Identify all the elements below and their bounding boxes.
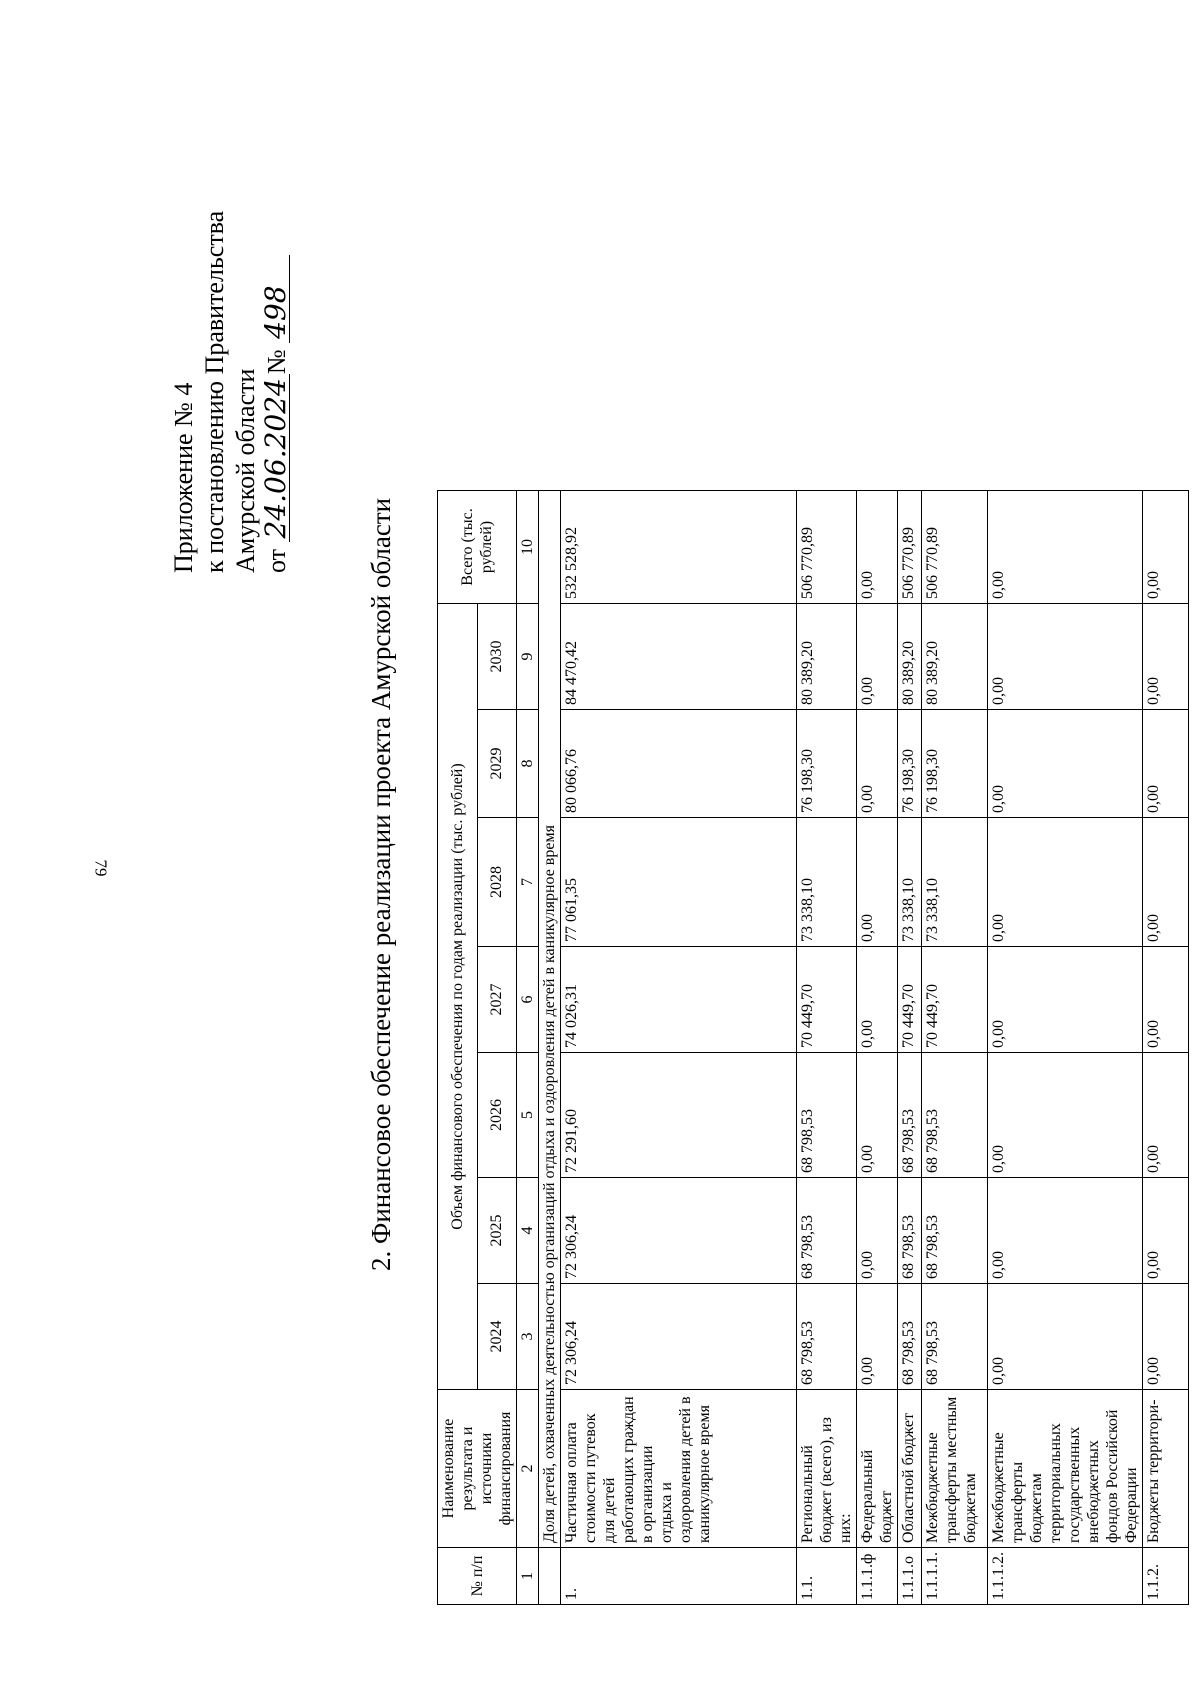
header-year: 2025 <box>477 1178 517 1284</box>
table-row <box>797 491 857 1605</box>
table-row <box>1143 491 1189 1605</box>
row-value: 68 798,53 <box>797 1178 857 1284</box>
row-value: 73 338,10 <box>898 818 922 947</box>
row-number: 1.1.1.ф <box>857 1548 898 1605</box>
column-number: 7 <box>517 818 539 947</box>
handwritten-date: 24.06.2024 <box>263 374 290 542</box>
column-number: 8 <box>517 710 539 818</box>
row-total: 506 770,89 <box>922 491 988 604</box>
header-year: 2030 <box>477 604 517 710</box>
header-num: № п/п <box>438 1548 517 1605</box>
header-name: Наименование результата и источники финансирования <box>438 1390 517 1548</box>
row-name: Региональный бюджет (всего), из них: <box>797 1390 857 1548</box>
row-value: 0,00 <box>1143 710 1189 818</box>
row-value: 0,00 <box>1143 1284 1189 1390</box>
row-name: Областной бюджет <box>898 1390 922 1548</box>
row-value: 73 338,10 <box>922 818 988 947</box>
row-value: 0,00 <box>1143 947 1189 1053</box>
column-number: 9 <box>517 604 539 710</box>
row-total: 506 770,89 <box>797 491 857 604</box>
row-value: 68 798,53 <box>898 1178 922 1284</box>
row-value: 80 389,20 <box>797 604 857 710</box>
column-number: 2 <box>517 1390 539 1548</box>
row-value: 0,00 <box>988 1053 1143 1178</box>
row-name: Бюджеты территори- <box>1143 1390 1189 1548</box>
row-name: Межбюджетные трансферты местным бюджетам <box>922 1390 988 1548</box>
row-value: 68 798,53 <box>922 1284 988 1390</box>
row-value: 70 449,70 <box>922 947 988 1053</box>
row-value: 72 291,60 <box>561 1053 797 1178</box>
handwritten-number: 498 <box>263 255 290 343</box>
row-value: 0,00 <box>988 947 1143 1053</box>
row-value: 73 338,10 <box>797 818 857 947</box>
row-value: 68 798,53 <box>922 1053 988 1178</box>
row-value: 68 798,53 <box>898 1284 922 1390</box>
page-number: 79 <box>91 859 111 877</box>
financing-table <box>437 490 1189 1605</box>
row-value: 68 798,53 <box>922 1178 988 1284</box>
row-value: 0,00 <box>1143 604 1189 710</box>
header-row-1 <box>438 491 478 1605</box>
row-total: 0,00 <box>1143 491 1189 604</box>
row-value: 0,00 <box>1143 818 1189 947</box>
row-value: 0,00 <box>857 1178 898 1284</box>
from-label: от <box>262 548 291 573</box>
appendix-line-2: к постановлению Правительства <box>200 210 229 573</box>
row-value: 0,00 <box>988 1178 1143 1284</box>
header-year: 2026 <box>477 1053 517 1178</box>
table-row <box>988 491 1143 1605</box>
row-value: 70 449,70 <box>797 947 857 1053</box>
row-value: 0,00 <box>988 818 1143 947</box>
row-value: 0,00 <box>857 818 898 947</box>
row-value: 68 798,53 <box>898 1053 922 1178</box>
row-name: Частичная оплата стоимости путевок для детей работающих граждан в организации отдыха и оздоровления детей в каникулярное время <box>561 1390 797 1548</box>
row-number: 1.1.1.о <box>898 1548 922 1605</box>
column-number: 5 <box>517 1053 539 1178</box>
column-number: 6 <box>517 947 539 1053</box>
header-year: 2029 <box>477 710 517 818</box>
row-value: 72 306,24 <box>561 1178 797 1284</box>
row-value: 74 026,31 <box>561 947 797 1053</box>
header-years-group: Объем финансового обеспечения по годам реализации (тыс. рублей) <box>438 604 478 1390</box>
column-number: 1 <box>517 1548 539 1605</box>
row-value: 0,00 <box>857 710 898 818</box>
row-value: 70 449,70 <box>898 947 922 1053</box>
row-number: 1.1. <box>797 1548 857 1605</box>
appendix-block <box>168 211 292 573</box>
row-value: 80 389,20 <box>922 604 988 710</box>
appendix-line-3: Амурской области <box>231 368 260 573</box>
column-number: 4 <box>517 1178 539 1284</box>
column-number: 3 <box>517 1284 539 1390</box>
row-value: 0,00 <box>857 947 898 1053</box>
row-value: 0,00 <box>857 604 898 710</box>
section-num <box>539 1548 561 1605</box>
row-name: Федеральный бюджет <box>857 1390 898 1548</box>
table-row <box>561 491 797 1605</box>
row-value: 80 066,76 <box>561 710 797 818</box>
row-total: 532 528,92 <box>561 491 797 604</box>
page-title: 2. Финансовое обеспечение реализации проекта Амурской области <box>366 497 396 1271</box>
appendix-date-line <box>261 211 292 573</box>
section-title: Доля детей, охваченных деятельностью организаций отдыха и оздоровления детей в каникулярное время <box>539 491 561 1548</box>
table-row <box>922 491 988 1605</box>
column-number: 10 <box>517 491 539 604</box>
row-value: 0,00 <box>988 1284 1143 1390</box>
table-row <box>857 491 898 1605</box>
row-name: Межбюджетные трансферты бюджетам территориальных государственных внебюджетных фондов Российской Федерации <box>988 1390 1143 1548</box>
table-row <box>898 491 922 1605</box>
row-total: 506 770,89 <box>898 491 922 604</box>
row-value: 0,00 <box>988 710 1143 818</box>
row-value: 72 306,24 <box>561 1284 797 1390</box>
row-number: 1.1.1.2. <box>988 1548 1143 1605</box>
header-year: 2027 <box>477 947 517 1053</box>
row-value: 77 061,35 <box>561 818 797 947</box>
appendix-line-1: Приложение № 4 <box>169 382 198 573</box>
row-number: 1.1.2. <box>1143 1548 1189 1605</box>
column-number-row <box>517 491 539 1605</box>
row-value: 76 198,30 <box>797 710 857 818</box>
row-value: 0,00 <box>857 1284 898 1390</box>
row-number: 1.1.1.1. <box>922 1548 988 1605</box>
row-value: 68 798,53 <box>797 1053 857 1178</box>
row-value: 80 389,20 <box>898 604 922 710</box>
header-total: Всего (тыс. рублей) <box>438 491 517 604</box>
row-value: 76 198,30 <box>898 710 922 818</box>
row-number: 1. <box>561 1548 797 1605</box>
number-label: № <box>262 349 291 375</box>
row-value: 76 198,30 <box>922 710 988 818</box>
header-year: 2024 <box>477 1284 517 1390</box>
row-total: 0,00 <box>988 491 1143 604</box>
row-value: 0,00 <box>1143 1178 1189 1284</box>
row-value: 0,00 <box>988 604 1143 710</box>
header-year: 2028 <box>477 818 517 947</box>
row-value: 0,00 <box>1143 1053 1189 1178</box>
section-row <box>539 491 561 1605</box>
row-value: 84 470,42 <box>561 604 797 710</box>
row-value: 68 798,53 <box>797 1284 857 1390</box>
row-total: 0,00 <box>857 491 898 604</box>
row-value: 0,00 <box>857 1053 898 1178</box>
